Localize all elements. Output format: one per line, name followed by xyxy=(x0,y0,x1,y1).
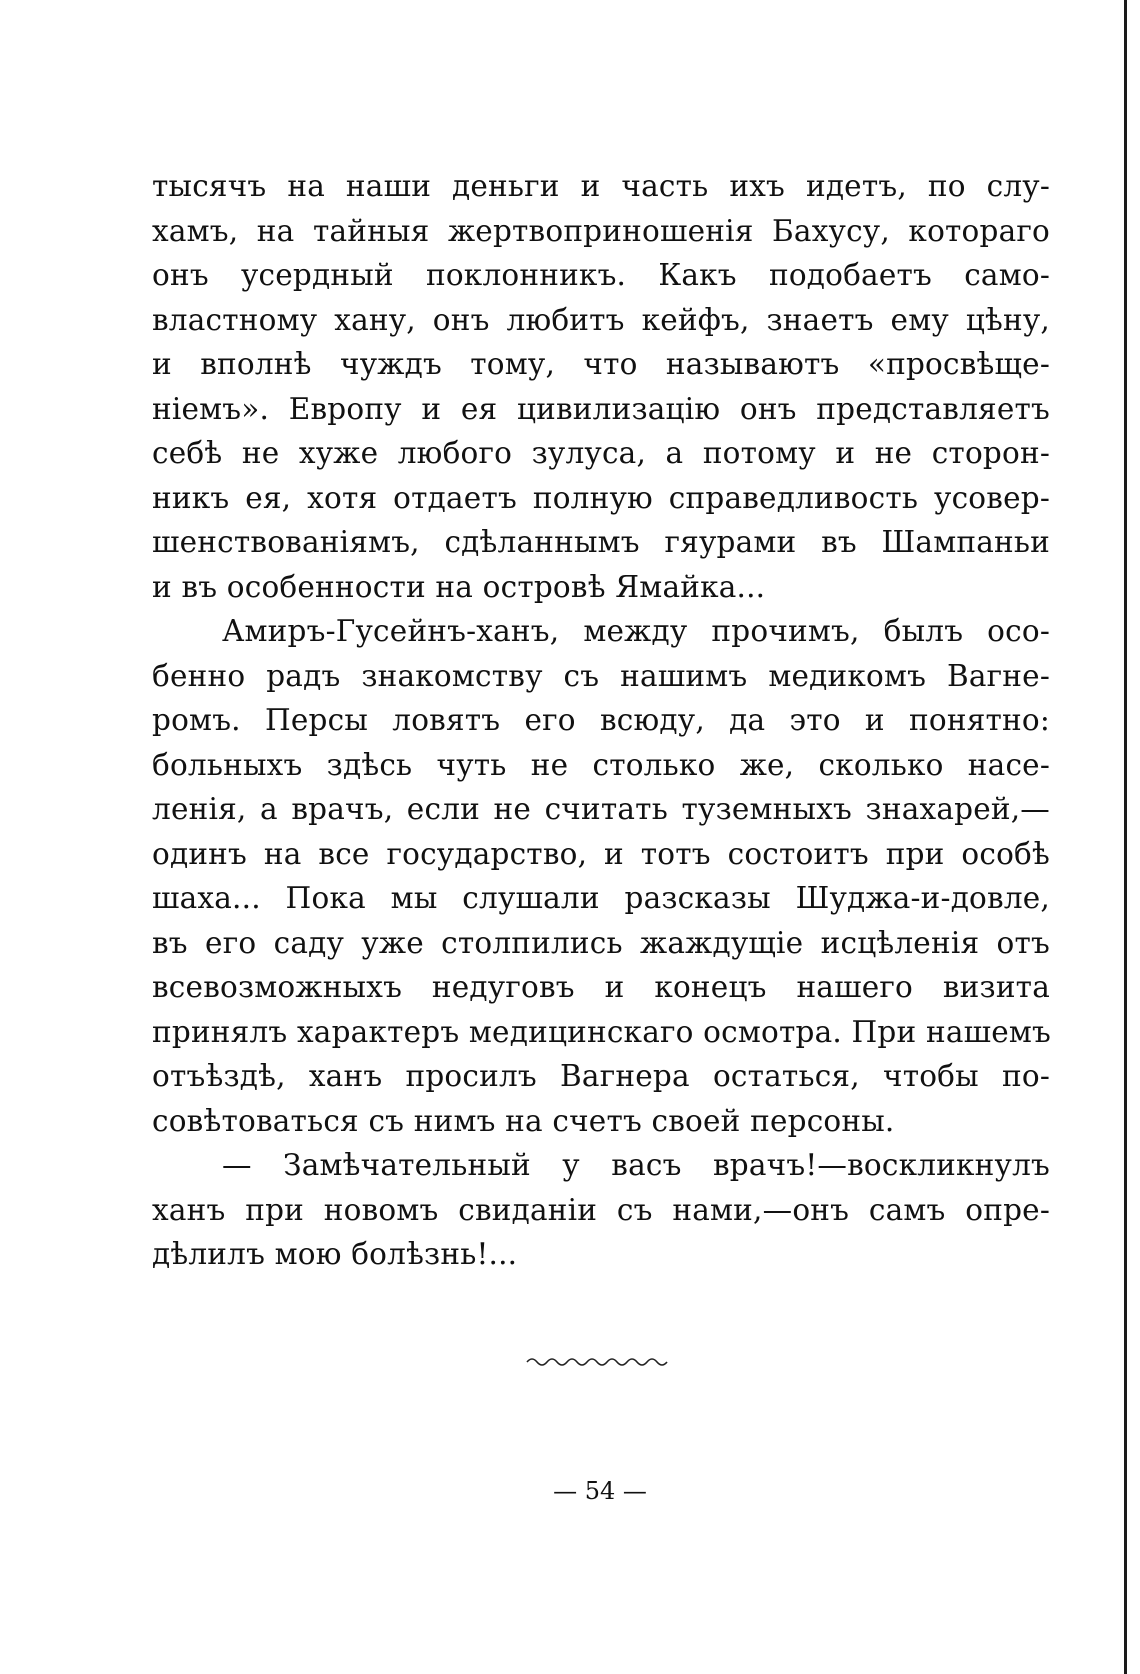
text-line: никъ ея, хотя отдаетъ полную справедливость усовер- xyxy=(152,480,1050,515)
text-line: властному хану, онъ любитъ кейфъ, знаетъ ему цѣну, xyxy=(152,302,1050,337)
wavy-ornament-divider xyxy=(525,1352,675,1368)
text-line: дѣлилъ мою болѣзнь!... xyxy=(152,1237,518,1271)
page-edge-scan-line xyxy=(1124,0,1127,1674)
text-line: себѣ не хуже любого зулуса, а потому и не сторон- xyxy=(152,436,1050,470)
body-text xyxy=(152,164,1050,1277)
page-number: — 54 — xyxy=(553,1477,647,1505)
text-line: въ его саду уже столпились жаждущіе исцѣленія отъ xyxy=(152,925,1050,960)
text-line: совѣтоваться съ нимъ на счетъ своей персоны. xyxy=(152,1103,895,1138)
text-line: принялъ характеръ медицинскаго осмотра. При нашемъ xyxy=(152,1014,1052,1049)
text-line: всевозможныхъ недуговъ и конецъ нашего визита xyxy=(152,970,1050,1004)
text-line: Амиръ-Гусейнъ-ханъ, между прочимъ, былъ осо- xyxy=(222,614,1050,648)
text-line: шенствованіямъ, сдѣланнымъ гяурами въ Шампаньи xyxy=(152,525,1050,559)
text-line: ніемъ». Европу и ея цивилизацію онъ представляетъ xyxy=(152,391,1050,426)
text-line: и вполнѣ чуждъ тому, что называютъ «просвѣще- xyxy=(152,347,1050,381)
text-line: ханъ при новомъ свиданіи съ нами,—онъ самъ опре- xyxy=(152,1192,1050,1227)
text-line: ромъ. Персы ловятъ его всюду, да это и понятно: xyxy=(152,703,1050,737)
text-line: одинъ на все государство, и тотъ состоитъ при особѣ xyxy=(152,836,1050,871)
text-line: больныхъ здѣсь чуть не столько же, сколько насе- xyxy=(152,747,1050,782)
text-line: хамъ, на тайныя жертвоприношенія Бахусу, котораго xyxy=(152,213,1050,248)
text-line: онъ усердный поклонникъ. Какъ подобаетъ само- xyxy=(152,258,1050,292)
text-line: бенно радъ знакомству съ нашимъ медикомъ Вагне- xyxy=(152,658,1050,693)
text-line: шаха... Пока мы слушали разсказы Шуджа-и-довле, xyxy=(152,881,1050,915)
text-line: и въ особенности на островѣ Ямайка... xyxy=(152,569,766,604)
text-line: ленія, а врачъ, если не считать туземныхъ знахарей,— xyxy=(152,792,1050,826)
text-line: — Замѣчательный у васъ врачъ!—воскликнулъ xyxy=(222,1148,1050,1182)
text-line: тысячъ на наши деньги и часть ихъ идетъ, по слу- xyxy=(152,169,1050,203)
text-line: отъѣздѣ, ханъ просилъ Вагнера остаться, чтобы по- xyxy=(152,1059,1050,1093)
